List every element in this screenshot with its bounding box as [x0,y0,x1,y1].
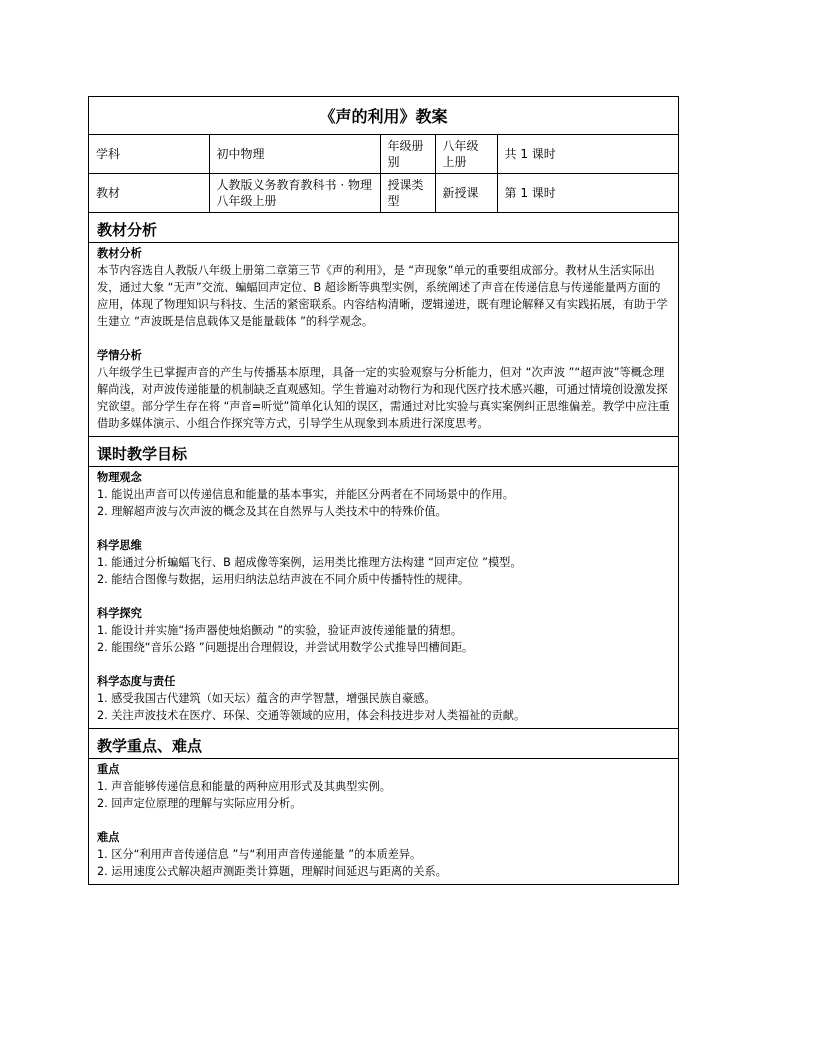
key-points-title: 重点 [97,763,120,776]
meta-row-subject [89,135,678,174]
list-item: 1. 感受我国古代建筑（如天坛）蕴含的声学智慧，增强民族自豪感。 [97,692,436,705]
focus-heading: 教学重点、难点 [89,729,678,759]
list-item: 1. 区分“利用声音传递信息 ”与“利用声音传递能量 ”的本质差异。 [97,848,422,861]
difficult-points-title: 难点 [97,831,120,844]
analysis-heading: 教材分析 [89,213,678,243]
focus-body [89,759,678,884]
subject-value: 初中物理 [209,135,380,174]
lesson-plan-document [88,96,679,885]
goals-heading: 课时教学目标 [89,437,678,467]
list-item: 2. 运用速度公式解决超声测距类计算题，理解时间延迟与距离的关系。 [97,865,447,878]
textbook-analysis-title: 教材分析 [97,247,142,260]
student-analysis-title: 学情分析 [97,349,142,362]
textbook-value: 人教版义务教育教科书 · 物理八年级上册 [209,174,380,213]
goal-physics-concept-title: 物理观念 [97,471,142,484]
goals-body [89,467,678,729]
goal-scientific-inquiry-title: 科学探究 [97,607,142,620]
list-item: 1. 能设计并实施“扬声器使烛焰颤动 ”的实验，验证声波传递能量的猜想。 [97,624,463,637]
goal-attitude-title: 科学态度与责任 [97,675,176,688]
list-item: 1. 能通过分析蝙蝠飞行、B 超成像等案例，运用类比推理方法构建 “回声定位 ”模型。 [97,556,522,569]
subject-label: 学科 [89,135,209,174]
list-item: 1. 声音能够传递信息和能量的两种应用形式及其典型实例。 [97,780,391,793]
document-title: 《声的利用》教案 [89,97,678,135]
type-label: 授课类型 [380,174,435,213]
textbook-analysis-text: 本节内容选自人教版八年级上册第二章第三节《声的利用》，是 “声现象”单元的重要组成部分。教材从生活实际出发，通过大象 “无声”交流、蝙蝠回声定位、B 超诊断等典型实例，系统阐述了声音在传递信息与传递能量两方面的应用，体现了物理知识与科技、生活的紧密联系。内容结构清晰，逻辑递进，既有理论解释又有实践拓展，有助于学生建立 “声波既是信息载体又是能量载体 ”的科学观念。 [97,264,668,328]
hours-value: 共 1 课时 [497,135,678,174]
textbook-label: 教材 [89,174,209,213]
grade-label: 年级册别 [380,135,435,174]
student-analysis-text: 八年级学生已掌握声音的产生与传播基本原理，具备一定的实验观察与分析能力，但对 “次声波 ”“超声波”等概念理解尚浅，对声波传递能量的机制缺乏直观感知。学生普遍对动物行为和现代医疗技术感兴趣，可通过情境创设激发探究欲望。部分学生存在将 “声音=听觉”简单化认知的误区，需通过对比实验与真实案例纠正思维偏差。教学中应注重借助多媒体演示、小组合作探究等方式，引导学生从现象到本质进行深度思考。 [97,366,670,430]
list-item: 2. 回声定位原理的理解与实际应用分析。 [97,797,302,810]
meta-table [89,135,678,213]
goal-scientific-thinking-title: 科学思维 [97,539,142,552]
list-item: 2. 能围绕“音乐公路 ”问题提出合理假设，并尝试用数学公式推导凹槽间距。 [97,641,474,654]
lesson-value: 第 1 课时 [497,174,678,213]
meta-row-textbook [89,174,678,213]
type-value: 新授课 [435,174,497,213]
list-item: 1. 能说出声音可以传递信息和能量的基本事实，并能区分两者在不同场景中的作用。 [97,488,514,501]
list-item: 2. 理解超声波与次声波的概念及其在自然界与人类技术中的特殊价值。 [97,505,447,518]
grade-value: 八年级上册 [435,135,497,174]
list-item: 2. 能结合图像与数据，运用归纳法总结声波在不同介质中传播特性的规律。 [97,573,470,586]
list-item: 2. 关注声波技术在医疗、环保、交通等领域的应用，体会科技进步对人类福祉的贡献。 [97,709,526,722]
analysis-body [89,243,678,437]
